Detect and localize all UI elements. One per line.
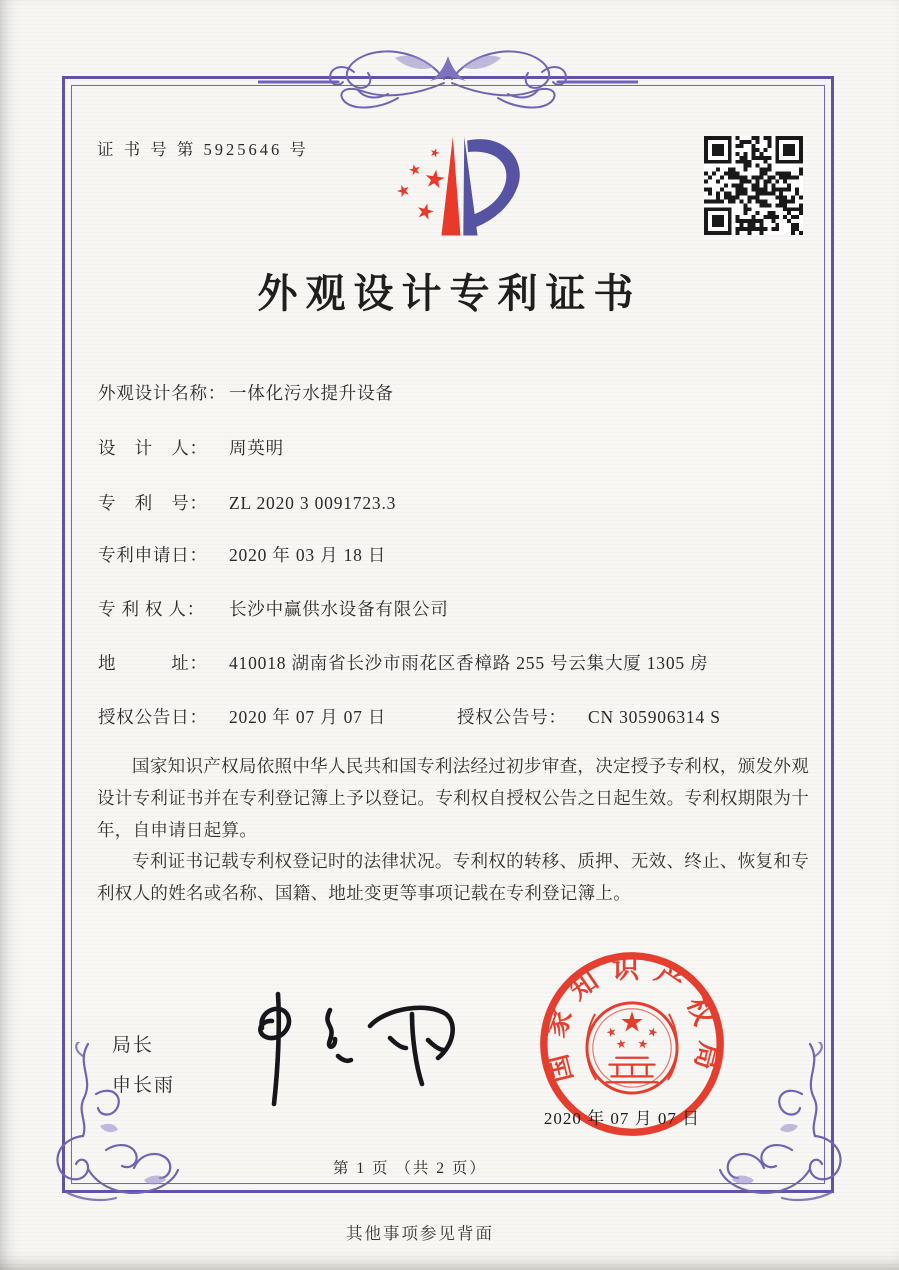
field-value: 2020 年 03 月 18 日: [229, 545, 387, 565]
field-designer: [98, 435, 284, 460]
cnipa-logo-icon: [374, 126, 526, 252]
field-grant-date-and-number: [98, 704, 721, 729]
field-patent-number: [98, 490, 396, 515]
field-patentee: [98, 596, 449, 621]
field-value: ZL 2020 3 0091723.3: [229, 493, 397, 513]
field-filing-date: [98, 542, 386, 567]
certificate-number: 证 书 号 第 5925646 号: [97, 140, 309, 159]
field-value2: CN 305906314 S: [588, 707, 721, 727]
seal-date: 2020 年 07 月 07 日: [543, 1109, 701, 1128]
legal-paragraph-1: 国家知识产权局依照中华人民共和国专利法经过初步审查，决定授予专利权，颁发外观设计专利证书并在专利登记簿上予以登记。专利权自授权公告之日起生效。专利权期限为十年，自申请日起算。: [97, 756, 809, 840]
field-label: 专利申请日：: [98, 545, 208, 565]
national-emblem-icon: [587, 1003, 677, 1093]
field-value: 周英明: [229, 438, 284, 458]
qr-code: [704, 136, 803, 235]
field-label: 地 址：: [98, 653, 208, 673]
commissioner-title: 局长: [112, 1035, 155, 1056]
field-label: 专 利 号：: [98, 493, 208, 513]
legal-text-block: [97, 751, 809, 910]
field-value: 2020 年 07 月 07 日: [229, 707, 387, 727]
field-address: [98, 650, 708, 675]
field-label: 授权公告日：: [98, 707, 208, 727]
seal-text: 国家知识产权局: [539, 953, 725, 1086]
field-value: 一体化污水提升设备: [229, 383, 394, 403]
field-label: 外观设计名称：: [98, 383, 227, 403]
page-number: 第 1 页 （共 2 页）: [333, 1160, 487, 1177]
field-label2: 授权公告号：: [457, 707, 567, 727]
field-label: 专 利 权 人：: [98, 599, 206, 619]
field-design-name: [98, 380, 394, 405]
field-value: 410018 湖南省长沙市雨花区香樟路 255 号云集大厦 1305 房: [229, 653, 709, 673]
director-signature: [232, 990, 472, 1110]
commissioner-name: 申长雨: [112, 1075, 176, 1096]
field-label: 设 计 人：: [98, 438, 208, 458]
field-value: 长沙中赢供水设备有限公司: [229, 599, 449, 619]
certificate-title: 外观设计专利证书: [257, 271, 642, 316]
back-side-note: 其他事项参见背面: [346, 1224, 494, 1243]
legal-paragraph-2: 专利证书记载专利权登记时的法律状况。专利权的转移、质押、无效、终止、恢复和专利权人的姓名或名称、国籍、地址变更等事项记载在专利登记簿上。: [97, 851, 809, 904]
